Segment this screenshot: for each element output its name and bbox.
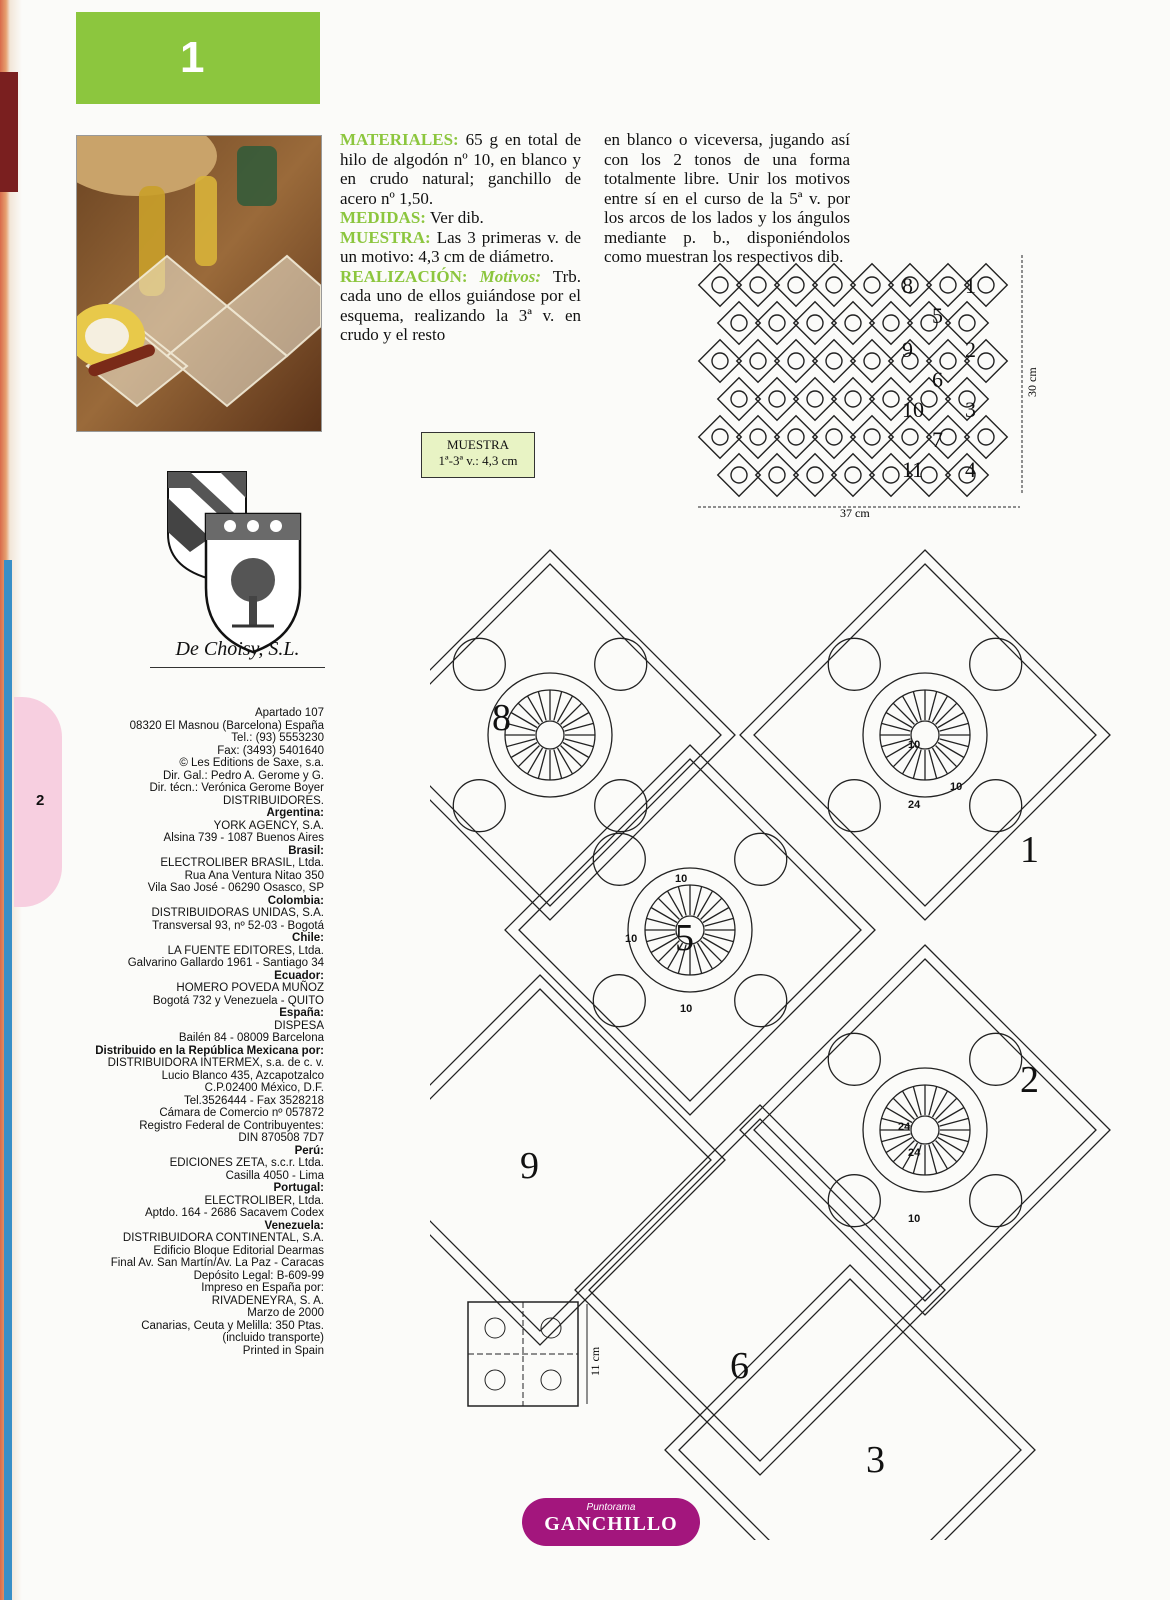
layout-motif-center	[978, 429, 994, 445]
layout-number: 9	[902, 337, 913, 362]
layout-number: 1	[965, 273, 976, 298]
layout-motif	[775, 264, 818, 307]
layout-motif-center	[978, 353, 994, 369]
imprint-line: Venezuela:	[264, 1219, 324, 1232]
publisher-name: De Choisy, S.L.	[150, 638, 325, 668]
layout-motif	[794, 302, 837, 345]
motif-number: 5	[675, 917, 694, 959]
brand-title: GANCHILLO	[544, 1513, 678, 1535]
layout-motif	[813, 264, 856, 307]
imprint-line: Edificio Bloque Editorial Dearmas	[153, 1244, 324, 1257]
imprint-line: Alsina 739 - 1087 Buenos Aires	[163, 832, 324, 844]
muestra-label: MUESTRA:	[340, 227, 431, 247]
doily-photo	[76, 135, 322, 432]
imprint-block	[80, 707, 324, 1357]
imprint-line: Dir. Gal.: Pedro A. Gerome y G.	[162, 769, 324, 782]
imprint-line: Rua Ana Ventura Nitao 350	[184, 869, 324, 882]
page-number: 2	[36, 792, 45, 809]
imprint-line: Chile:	[292, 932, 324, 944]
imprint-line: DISTRIBUIDORA CONTINENTAL, S.A.	[122, 1232, 324, 1244]
layout-motif-center	[712, 353, 728, 369]
motif-number: 8	[492, 697, 511, 739]
stitch-count: 24	[908, 1147, 921, 1159]
stitch-count: 10	[950, 781, 963, 793]
imprint-line: Portugal:	[273, 1182, 324, 1194]
motif-number: 3	[866, 1439, 885, 1481]
imprint-line: Canarias, Ceuta y Melilla: 350 Ptas.	[141, 1319, 324, 1332]
crochet-motif	[575, 1105, 945, 1475]
layout-motif-center	[864, 353, 880, 369]
imprint-line: DISTRIBUIDORAS UNIDAS, S.A.	[151, 907, 324, 919]
imprint-line: Perú:	[294, 1144, 324, 1157]
imprint-line: Fax: (3493) 5401640	[217, 744, 324, 757]
motif-number: 9	[520, 1145, 539, 1187]
imprint-line: Transversal 93, nº 52-03 - Bogotá	[152, 919, 324, 932]
layout-motif	[699, 264, 742, 307]
layout-motif	[851, 264, 894, 307]
imprint-line: Vila Sao José - 06290 Osasco, SP	[147, 882, 324, 894]
realizacion-text: Trb. cada uno de ellos guiándose por el esquema, realizando la 3ª v. en crudo y el resto	[340, 266, 581, 344]
imprint-line: Dir. técn.: Verónica Gerome Boyer	[149, 782, 324, 794]
crochet-motif	[740, 945, 1110, 1315]
stitch-count: 10	[908, 1213, 921, 1225]
layout-motif-center	[769, 467, 785, 483]
layout-motif-center	[921, 467, 937, 483]
layout-motif-center	[845, 467, 861, 483]
instructions-column-1	[340, 130, 581, 345]
gauge-value: 1ª-3ª v.: 4,3 cm	[438, 453, 518, 468]
layout-number: 7	[932, 427, 943, 452]
layout-motif	[813, 340, 856, 383]
layout-number: 10	[902, 397, 924, 422]
layout-motif	[718, 302, 761, 345]
layout-motif-center	[731, 467, 747, 483]
imprint-line: Bogotá 732 y Venezuela - QUITO	[152, 994, 324, 1007]
imprint-line: Registro Federal de Contribuyentes:	[139, 1119, 324, 1132]
imprint-line: RIVADENEYRA, S. A.	[211, 1294, 324, 1307]
layout-motif	[756, 454, 799, 497]
layout-motif-center	[750, 277, 766, 293]
width-dimension: 37 cm	[840, 506, 870, 520]
layout-motif-center	[731, 315, 747, 331]
imprint-line: Tel.: (93) 5553230	[231, 732, 324, 744]
shield-right-icon	[206, 514, 300, 652]
imprint-line: Distribuido en la República Mexicana por:	[95, 1044, 324, 1057]
layout-motif	[832, 454, 875, 497]
imprint-line: España:	[279, 1007, 324, 1019]
materiales-label: MATERIALES:	[340, 130, 459, 149]
layout-motif-center	[712, 277, 728, 293]
layout-motif-center	[864, 429, 880, 445]
layout-motif-center	[959, 315, 975, 331]
layout-motif	[794, 378, 837, 421]
layout-motif-center	[769, 391, 785, 407]
layout-motif-center	[883, 467, 899, 483]
stitch-count: 10	[680, 1003, 693, 1015]
layout-motif	[718, 454, 761, 497]
instructions-continuation: en blanco o viceversa, jugando así con los 2 tonos de una forma totalmente libre. Unir los motivos entre sí en el curso de la 5ª v. por los arcos de los lados y los ángulos mediante p. b., disponiéndolos como muestran los respectivos dib.	[604, 130, 850, 266]
imprint-line: Colombia:	[267, 894, 324, 907]
layout-motif-center	[807, 315, 823, 331]
block-size-label: 11 cm	[588, 1346, 602, 1376]
imprint-line: Printed in Spain	[242, 1344, 324, 1357]
crochet-motif	[430, 975, 725, 1345]
layout-motif	[851, 340, 894, 383]
muestra-text: Las 3 primeras v. de un motivo: 4,3 cm de diámetro.	[340, 227, 581, 266]
layout-motif-center	[750, 429, 766, 445]
imprint-line: Casilla 4050 - Lima	[225, 1169, 324, 1182]
layout-motif	[699, 416, 742, 459]
stitch-count: 10	[675, 873, 688, 885]
layout-motif	[832, 378, 875, 421]
layout-motif	[927, 264, 970, 307]
imprint-line: Depósito Legal: B-609-99	[193, 1269, 324, 1282]
motif-block-diagram	[462, 1296, 602, 1414]
imprint-line: 08320 El Masnou (Barcelona) España	[129, 719, 324, 732]
medidas-text: Ver dib.	[425, 208, 484, 227]
stitch-count: 10	[625, 933, 638, 945]
crochet-motif	[430, 550, 735, 920]
imprint-line: Marzo de 2000	[247, 1307, 324, 1319]
imprint-line: Impreso en España por:	[201, 1282, 324, 1294]
layout-motif	[775, 340, 818, 383]
layout-motif-center	[845, 315, 861, 331]
imprint-line: © Les Editions de Saxe, s.a.	[179, 757, 324, 769]
realizacion-label: REALIZACIÓN:	[340, 266, 468, 286]
layout-motif-center	[788, 353, 804, 369]
pattern-number: 1	[180, 33, 205, 82]
imprint-line: DISTRIBUIDORA INTERMEX, s.a. de c. v.	[107, 1057, 324, 1069]
layout-number: 6	[932, 367, 943, 392]
layout-motif-center	[769, 315, 785, 331]
layout-motif	[756, 378, 799, 421]
layout-number: 2	[965, 337, 976, 362]
layout-motif	[737, 340, 780, 383]
imprint-line: ELECTROLIBER BRASIL, Ltda.	[160, 857, 324, 869]
layout-motif	[813, 416, 856, 459]
imprint-line: Tel.3526444 - Fax 3528218	[183, 1094, 324, 1107]
layout-number: 4	[965, 457, 976, 482]
layout-motif-center	[712, 429, 728, 445]
layout-number: 3	[965, 397, 976, 422]
layout-motif	[908, 302, 951, 345]
imprint-line: LA FUENTE EDITORES, Ltda.	[167, 944, 324, 957]
layout-motif	[737, 416, 780, 459]
layout-motif-center	[731, 391, 747, 407]
motif-number: 1	[1020, 829, 1039, 871]
layout-motif-center	[788, 277, 804, 293]
gauge-box	[421, 432, 535, 478]
layout-motif	[737, 264, 780, 307]
layout-motif	[889, 416, 932, 459]
imprint-line: Bailén 84 - 08009 Barcelona	[178, 1032, 324, 1044]
layout-motif	[718, 378, 761, 421]
imprint-line: DISPESA	[274, 1019, 324, 1032]
stitch-count: 10	[908, 739, 921, 751]
materiales-text: 65 g en total de hilo de algodón nº 10, en blanco y en crudo natural; ganchillo de acero nº 1,50.	[340, 130, 581, 208]
imprint-line: YORK AGENCY, S.A.	[213, 819, 324, 832]
imprint-line: C.P.02400 México, D.F.	[204, 1082, 324, 1094]
layout-motif	[832, 302, 875, 345]
motif-number: 6	[730, 1345, 749, 1387]
layout-motif-center	[883, 391, 899, 407]
layout-motif-center	[750, 353, 766, 369]
layout-motif	[756, 302, 799, 345]
crochet-motif	[665, 1265, 1035, 1540]
imprint-line: Aptdo. 164 - 2686 Sacavem Codex	[144, 1207, 324, 1219]
layout-motif-center	[864, 277, 880, 293]
medidas-label: MEDIDAS:	[340, 208, 426, 227]
imprint-line: Ecuador:	[274, 969, 324, 982]
layout-number: 11	[902, 457, 924, 482]
motif-number: 2	[1020, 1059, 1039, 1101]
imprint-line: Galvarino Gallardo 1961 - Santiago 34	[127, 957, 324, 969]
imprint-line: DISTRIBUIDORES.	[223, 794, 324, 807]
imprint-line: HOMERO POVEDA MUÑOZ	[176, 982, 324, 994]
imprint-line: Lucio Blanco 435, Azcapotzalco	[161, 1069, 324, 1082]
imprint-line: Cámara de Comercio nº 057872	[159, 1107, 324, 1119]
edge-binding	[4, 560, 12, 1600]
layout-motif-center	[883, 315, 899, 331]
layout-motif-center	[902, 429, 918, 445]
imprint-line: Argentina:	[266, 807, 324, 819]
layout-number: 5	[932, 303, 943, 328]
layout-motif-center	[826, 429, 842, 445]
stitch-count: 24	[908, 799, 921, 811]
magazine-brand-logo	[522, 1498, 700, 1546]
stitch-count: 24	[898, 1121, 911, 1133]
layout-motif-center	[807, 391, 823, 407]
layout-motif-center	[826, 353, 842, 369]
layout-motif	[775, 416, 818, 459]
imprint-line: Brasil:	[288, 844, 324, 857]
assembly-layout-diagram	[690, 245, 1045, 520]
imprint-line: Apartado 107	[254, 707, 324, 719]
layout-motif-center	[978, 277, 994, 293]
layout-motif	[965, 416, 1008, 459]
imprint-line: (incluido transporte)	[222, 1332, 324, 1344]
layout-motif-center	[807, 467, 823, 483]
brand-subtitle: Puntorama	[586, 1502, 636, 1513]
imprint-line: ELECTROLIBER, Ltda.	[204, 1194, 324, 1207]
layout-motif-center	[826, 277, 842, 293]
motivos-label: Motivos:	[467, 266, 542, 286]
gauge-title: MUESTRA	[446, 437, 510, 452]
imprint-line: EDICIONES ZETA, s.c.r. Ltda.	[169, 1157, 324, 1169]
layout-motif	[851, 416, 894, 459]
imprint-line: DIN 870508 7D7	[238, 1132, 324, 1144]
layout-number: 8	[902, 273, 913, 298]
edge-tab	[0, 72, 18, 192]
layout-motif-center	[940, 277, 956, 293]
layout-motif-center	[845, 391, 861, 407]
height-dimension: 30 cm	[1025, 367, 1039, 397]
imprint-line: Final Av. San Martín/Av. La Paz - Caracas	[110, 1257, 324, 1269]
pattern-number-box	[76, 12, 320, 104]
layout-motif-center	[788, 429, 804, 445]
layout-motif	[699, 340, 742, 383]
layout-motif	[794, 454, 837, 497]
